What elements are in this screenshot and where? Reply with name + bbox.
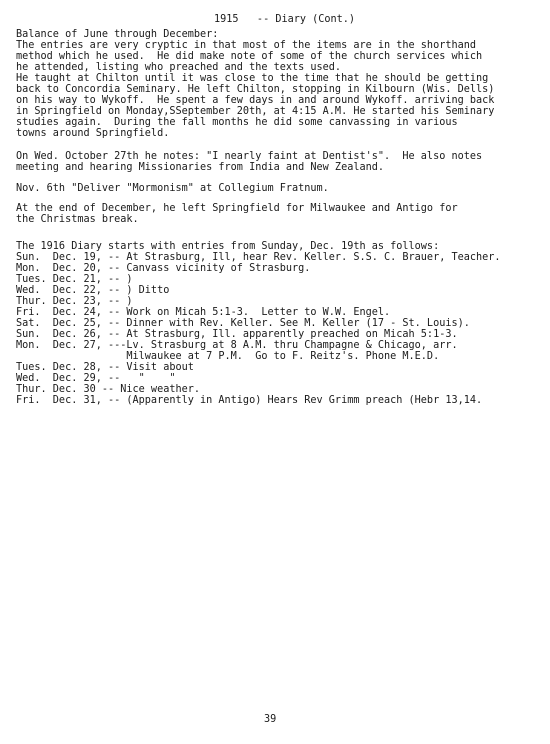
paragraph-line: towns around Springfield. (16, 128, 170, 139)
paragraph-line: He taught at Chilton until it was close to the time that he should be getting (16, 73, 489, 84)
paragraph-line: in Springfield on Monday,SSeptember 20th, at 4:15 A.M. He started his Seminary (16, 106, 495, 117)
diary-entry: Thur. Dec. 23, -- ) (16, 296, 133, 307)
diary-entry: Tues. Dec. 21, -- ) (16, 274, 133, 285)
page-title: 1915 -- Diary (Cont.) (214, 14, 356, 25)
paragraph-line: method which he used. He did make note of some of the church services which (16, 51, 483, 62)
diary-entry: Fri. Dec. 31, -- (Apparently in Antigo) Hears Rev Grimm preach (Hebr 13,14. (16, 395, 483, 406)
diary-entry: Tues. Dec. 28, -- Visit about (16, 362, 194, 373)
paragraph-line: At the end of December, he left Springfield for Milwaukee and Antigo for (16, 203, 458, 214)
diary-entry: Mon. Dec. 20, -- Canvass vicinity of Strasburg. (16, 263, 311, 274)
paragraph-line: studies again. During the fall months he did some canvassing in various (16, 117, 458, 128)
paragraph-line: meeting and hearing Missionaries from India and New Zealand. (16, 162, 385, 173)
diary-entry: Sun. Dec. 26, -- At Strasburg, Ill. apparently preached on Micah 5:1-3. (16, 329, 458, 340)
diary-entry: Sun. Dec. 19, -- At Strasburg, Ill, hear Rev. Keller. S.S. C. Brauer, Teacher. (16, 252, 501, 263)
diary-entry: Thur. Dec. 30 -- Nice weather. (16, 384, 201, 395)
paragraph-line: he attended, listing who preached and the texts used. (16, 62, 342, 73)
diary-entry: Fri. Dec. 24, -- Work on Micah 5:1-3. Letter to W.W. Engel. (16, 307, 391, 318)
paragraph-line: On Wed. October 27th he notes: "I nearly faint at Dentist's". He also notes (16, 151, 483, 162)
diary-entry-continuation: Milwaukee at 7 P.M. Go to F. Reitz's. Phone M.E.D. (16, 351, 440, 362)
paragraph-line: the Christmas break. (16, 214, 139, 225)
diary-entry: Mon. Dec. 27, ---Lv. Strasburg at 8 A.M. thru Champagne & Chicago, arr. (16, 340, 458, 351)
paragraph-line: back to Concordia Seminary. He left Chilton, stopping in Kilbourn (Wis. Dells) (16, 84, 495, 95)
page-number: 39 (264, 714, 277, 725)
paragraph-line: on his way to Wykoff. He spent a few days in and around Wykoff. arriving back (16, 95, 495, 106)
diary-entry: Wed. Dec. 29, -- " " (16, 373, 176, 384)
diary-entry: Sat. Dec. 25, -- Dinner with Rev. Keller. See M. Keller (17 - St. Louis). (16, 318, 470, 329)
diary-entry: Wed. Dec. 22, -- ) Ditto (16, 285, 170, 296)
paragraph-line: Balance of June through December: (16, 29, 219, 40)
diary-intro: The 1916 Diary starts with entries from Sunday, Dec. 19th as follows: (16, 241, 440, 252)
paragraph-line: Nov. 6th "Deliver "Mormonism" at Collegium Fratnum. (16, 183, 329, 194)
paragraph-line: The entries are very cryptic in that most of the items are in the shorthand (16, 40, 477, 51)
